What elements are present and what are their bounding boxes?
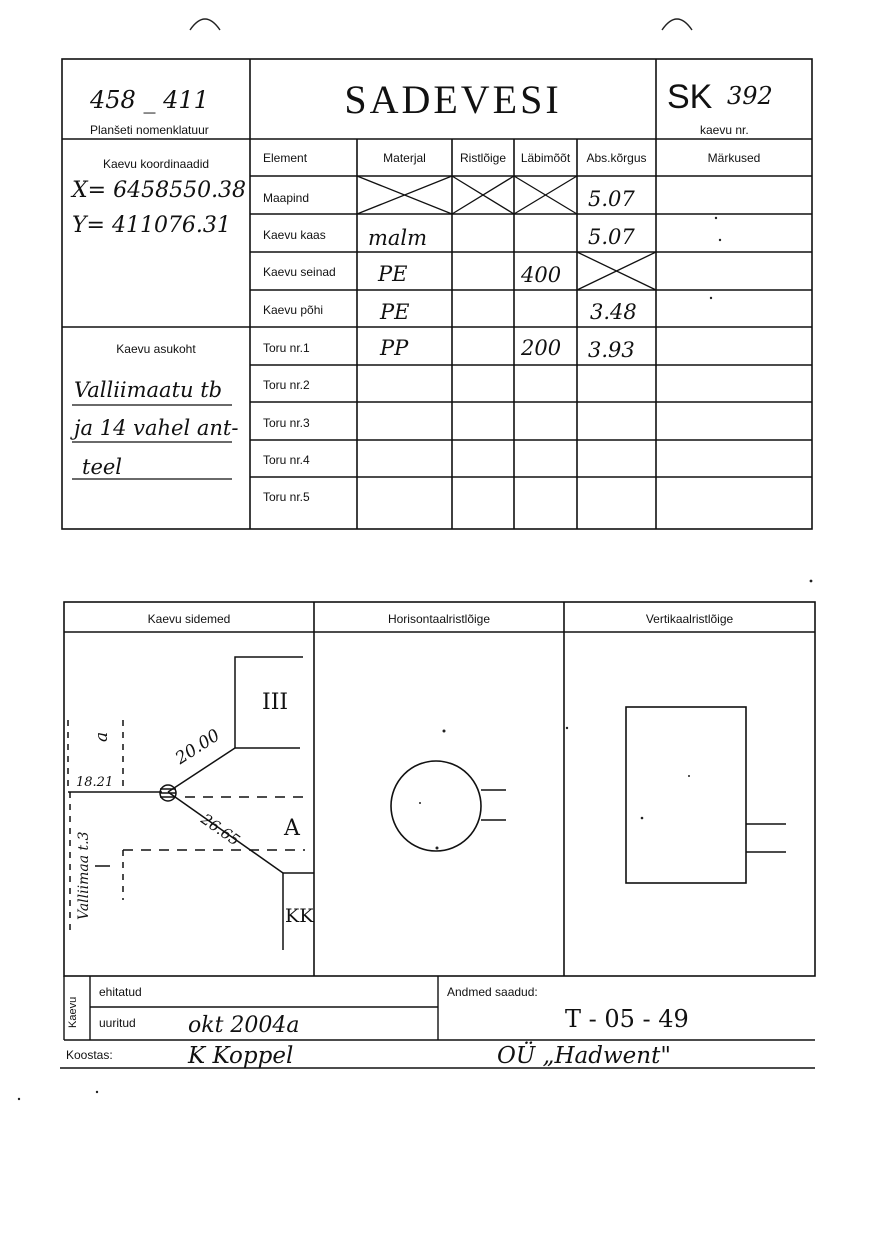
point-a-label: A	[284, 816, 300, 841]
header-notes: Märkused	[707, 151, 761, 165]
ties-header: Kaevu sidemed	[147, 612, 231, 626]
corner-label: KK	[285, 905, 314, 927]
abs-height-value: 5.07	[588, 187, 635, 211]
coordinate-y: Y= 411076.31	[72, 213, 231, 238]
vertical-cross-section	[626, 707, 786, 883]
abs-height-value: 3.93	[588, 338, 635, 362]
well-prefix: SK	[667, 78, 713, 116]
row-element: Maapind	[263, 191, 310, 205]
row-element: Toru nr.4	[263, 453, 310, 467]
data-source-label: Andmed saadud:	[447, 985, 538, 999]
surveyed-value: okt 2004a	[188, 1013, 300, 1038]
location-line-3: teel	[82, 455, 123, 479]
location-line-2: ja 14 vahel ant-	[74, 416, 239, 440]
header-cross-section: Ristlõige	[459, 151, 507, 165]
abs-height-value: 3.48	[590, 300, 637, 324]
footer-lines	[60, 976, 815, 1068]
dim-a-label: a	[92, 731, 112, 742]
location-line-1: Valliimaatu tb	[74, 378, 223, 402]
header-material: Materjal	[383, 151, 426, 165]
building-label: III	[262, 690, 289, 715]
built-label: ehitatud	[99, 985, 142, 999]
row-element: Kaevu seinad	[263, 265, 336, 279]
bottom-form-grid	[64, 602, 815, 976]
coordinates-label: Kaevu koordinaadid	[102, 157, 210, 171]
data-source-value: T - 05 - 49	[565, 1005, 689, 1033]
row-element: Toru nr.1	[263, 341, 310, 355]
distance-upper: 20.00	[172, 725, 224, 769]
diameter-value: 400	[521, 263, 562, 287]
surveyed-label: uuritud	[99, 1016, 136, 1030]
location-label: Kaevu asukoht	[116, 342, 196, 356]
page-title: SADEVESI	[344, 77, 562, 122]
row-element: Toru nr.5	[263, 490, 310, 504]
material-value: malm	[368, 226, 428, 250]
row-element: Toru nr.3	[263, 416, 310, 430]
coordinate-x: X= 6458550.38	[72, 178, 247, 203]
material-value: PP	[380, 336, 409, 360]
punch-hole-left	[190, 19, 220, 30]
row-element: Kaevu kaas	[263, 228, 326, 242]
company-name: OÜ „Hadwent"	[497, 1043, 671, 1069]
vertical-section-header: Vertikaalristlõige	[645, 612, 734, 626]
compiled-label: Koostas:	[66, 1048, 113, 1062]
distance-lower: 26.65	[197, 810, 244, 850]
row-element: Kaevu põhi	[263, 303, 324, 317]
well-number: 392	[727, 82, 773, 110]
keevu-label: Kaevu	[67, 996, 79, 1028]
header-diameter: Läbimõõt	[520, 151, 571, 165]
horizontal-section-header: Horisontaalristlõige	[387, 612, 491, 626]
horizontal-cross-section	[391, 761, 506, 851]
street-label: Valliimaa t.3	[76, 831, 92, 920]
row-element: Toru nr.2	[263, 378, 310, 392]
header-element: Element	[263, 151, 308, 165]
compiled-by: K Koppel	[188, 1043, 294, 1069]
diameter-value: 200	[521, 336, 562, 360]
abs-height-value: 5.07	[588, 225, 635, 249]
material-value: PE	[380, 300, 410, 324]
punch-hole-right	[662, 19, 692, 30]
header-abs-height: Abs.kõrgus	[586, 151, 647, 165]
offset-label: 18.21	[76, 775, 114, 790]
nomenclature-value: 458 _ 411	[90, 86, 209, 114]
material-value: PE	[378, 262, 408, 286]
nomenclature-label: Planšeti nomenklatuur	[90, 123, 209, 137]
well-number-label: kaevu nr.	[700, 123, 749, 137]
